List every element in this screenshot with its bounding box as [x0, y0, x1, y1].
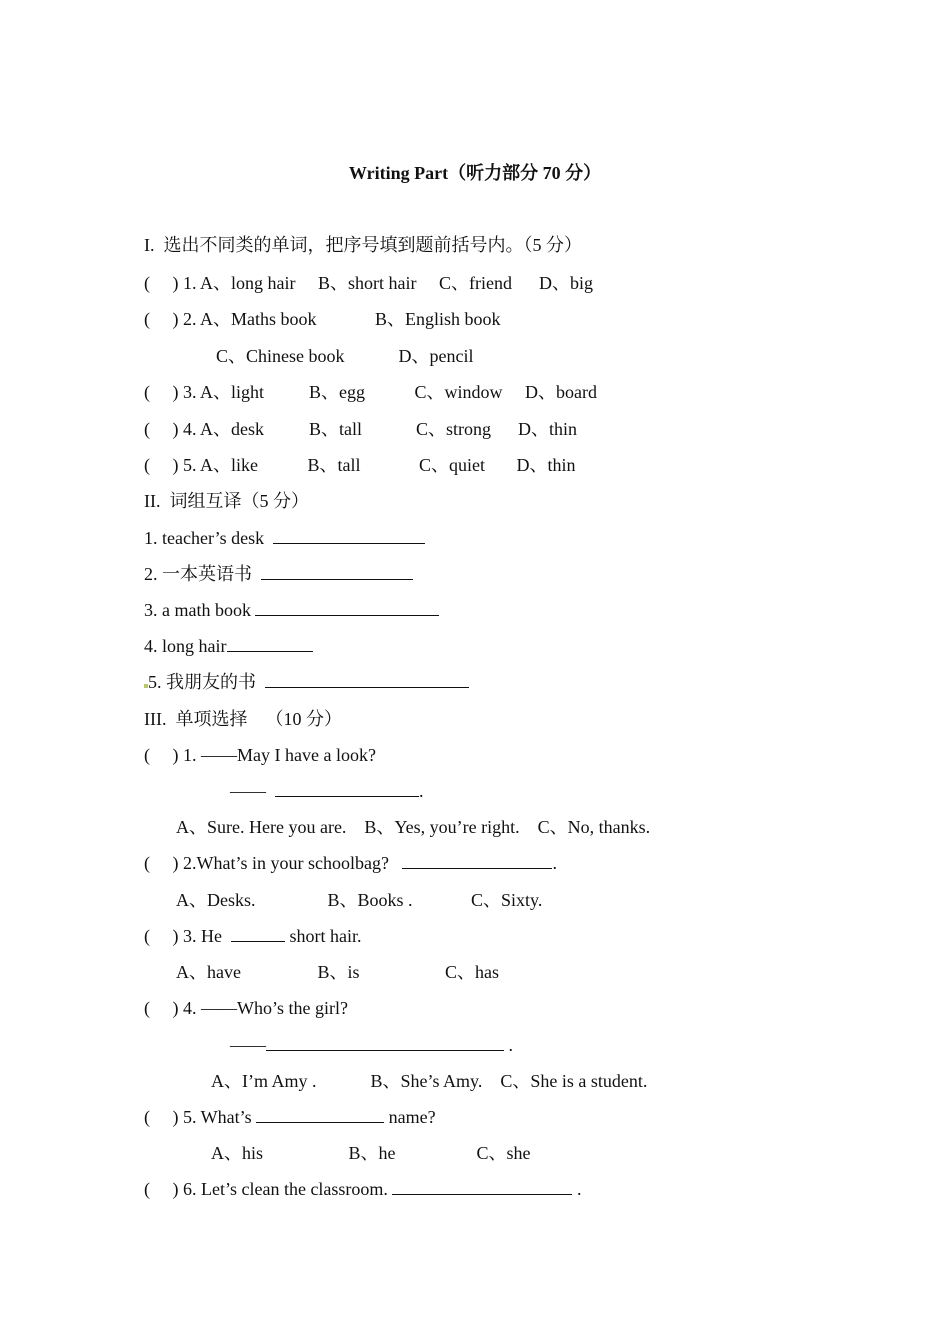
s3-q1: ( ) 1. ——May I have a look? [144, 745, 376, 765]
s1-item-1: ( ) 1. A、long hair B、short hair C、friend D、big [144, 273, 593, 293]
s3-q4-options: A、I’m Amy . B、She’s Amy. C、She is a student. [211, 1071, 648, 1091]
period: . [504, 1035, 513, 1055]
s1-item-2-cont: C、Chinese book D、pencil [144, 346, 474, 366]
s1-item-2: ( ) 2. A、Maths book B、English book [144, 309, 501, 329]
s2-item-2 [144, 563, 413, 585]
answer-blank[interactable] [227, 635, 313, 652]
answer-blank[interactable] [261, 563, 413, 580]
section-2-heading: II. 词组互译（5 分） [144, 491, 309, 511]
s2-item-3 [144, 599, 439, 621]
answer-blank[interactable] [265, 671, 469, 688]
s3-q4-answer [230, 1034, 513, 1056]
s2-item-5 [144, 671, 469, 693]
s2-item-5-text: 5. 我朋友的书 [148, 672, 265, 692]
period: . [552, 853, 557, 873]
answer-blank[interactable] [255, 599, 439, 616]
page-title: Writing Part（听力部分 70 分） [348, 163, 602, 183]
answer-blank[interactable] [275, 780, 419, 797]
s3-q1-dash: —— [230, 781, 275, 801]
s3-q1-options: A、Sure. Here you are. B、Yes, you’re right. C、No, thanks. [176, 817, 651, 837]
s3-q2 [144, 852, 557, 874]
s3-q6-text: ( ) 6. Let’s clean the classroom. [144, 1179, 393, 1199]
period: . [572, 1179, 582, 1199]
s3-q3-pre: ( ) 3. He [144, 926, 231, 946]
s3-q5 [144, 1106, 436, 1128]
answer-blank[interactable] [402, 852, 552, 869]
s3-q4-dash: —— [230, 1035, 266, 1055]
s3-q6 [144, 1178, 581, 1200]
answer-blank[interactable] [266, 1034, 504, 1051]
s2-item-1 [144, 527, 425, 549]
s2-item-3-text: 3. a math book [144, 600, 256, 620]
s3-q5-pre: ( ) 5. What’s [144, 1107, 257, 1127]
s1-item-3: ( ) 3. A、light B、egg C、window D、board [144, 382, 597, 402]
s2-item-4 [144, 635, 313, 657]
s2-item-2-text: 2. 一本英语书 [144, 564, 261, 584]
s3-q4: ( ) 4. ——Who’s the girl? [144, 998, 348, 1018]
section-3-heading: III. 单项选择 （10 分） [144, 709, 342, 729]
section-1-heading: I. 选出不同类的单词，把序号填到题前括号内。（5 分） [144, 235, 582, 255]
s3-q5-post: name? [384, 1107, 436, 1127]
answer-blank[interactable] [273, 527, 425, 544]
answer-blank[interactable] [392, 1178, 572, 1195]
s3-q2-options: A、Desks. B、Books . C、Sixty. [176, 890, 543, 910]
s3-q2-text: ( ) 2.What’s in your schoolbag? [144, 853, 403, 873]
answer-blank[interactable] [231, 925, 285, 942]
s2-item-4-text: 4. long hair [144, 636, 227, 656]
answer-blank[interactable] [256, 1106, 384, 1123]
s1-item-4: ( ) 4. A、desk B、tall C、strong D、thin [144, 419, 577, 439]
s2-item-1-text: 1. teacher’s desk [144, 528, 274, 548]
s3-q3-post: short hair. [284, 926, 362, 946]
s1-item-5: ( ) 5. A、like B、tall C、quiet D、thin [144, 455, 576, 475]
s3-q3-options: A、have B、is C、has [176, 962, 499, 982]
s3-q3 [144, 925, 361, 947]
period: . [419, 781, 424, 801]
s3-q5-options: A、his B、he C、she [211, 1143, 531, 1163]
s3-q1-answer [230, 780, 424, 802]
